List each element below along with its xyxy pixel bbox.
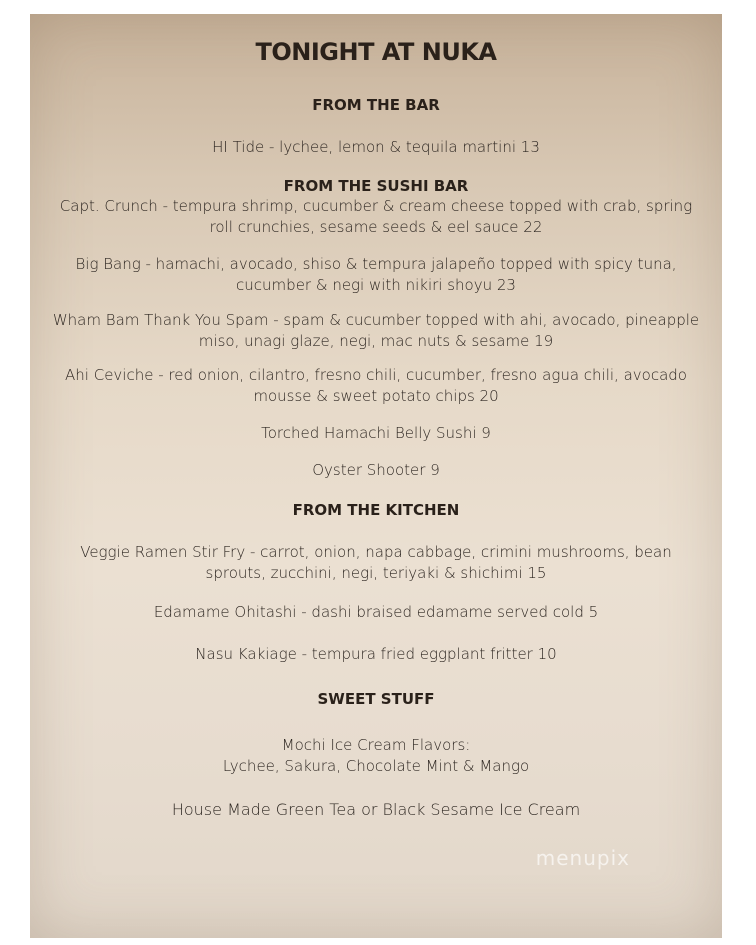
section-heading-sushi: FROM THE SUSHI BAR [283,177,469,195]
section-heading-bar: FROM THE BAR [312,96,440,114]
menu-page [30,14,722,938]
menu-item: Oyster Shooter 9 [312,461,440,479]
menu-item: Lychee, Sakura, Chocolate Mint & Mango [222,757,530,775]
menu-item: Edamame Ohitashi - dashi braised edamame served cold 5 [153,603,599,621]
menu-item: Nasu Kakiage - tempura fried eggplant fritter 10 [195,645,557,663]
menu-item: House Made Green Tea or Black Sesame Ice Cream [171,800,581,819]
section-heading-sweet: SWEET STUFF [317,690,435,708]
menupix-watermark: menupix [535,846,630,870]
menu-title: TONIGHT AT NUKA [255,38,497,66]
menu-item: Capt. Crunch - tempura shrimp, cucumber & cream cheese topped with crab, spring roll crunchies, sesame seeds & eel sauce 22 [59,197,693,236]
section-heading-kitchen: FROM THE KITCHEN [292,501,460,519]
menu-item: Ahi Ceviche - red onion, cilantro, fresno chili, cucumber, fresno agua chili, avocado mousse & sweet potato chips 20 [65,366,687,405]
menu-item: Torched Hamachi Belly Sushi 9 [261,424,491,442]
menu-item: Veggie Ramen Stir Fry - carrot, onion, napa cabbage, crimini mushrooms, bean sprouts, zucchini, negi, teriyaki & shichimi 15 [80,543,672,582]
menu-item: Wham Bam Thank You Spam - spam & cucumber topped with ahi, avocado, pineapple miso, unagi glaze, negi, mac nuts & sesame 19 [52,311,700,350]
menu-item: Big Bang - hamachi, avocado, shiso & tempura jalapeño topped with spicy tuna, cucumber & negi with nikiri shoyu 23 [75,255,677,294]
menu-item: Mochi Ice Cream Flavors: [281,736,471,754]
menu-item: HI Tide - lychee, lemon & tequila martini 13 [212,138,540,156]
